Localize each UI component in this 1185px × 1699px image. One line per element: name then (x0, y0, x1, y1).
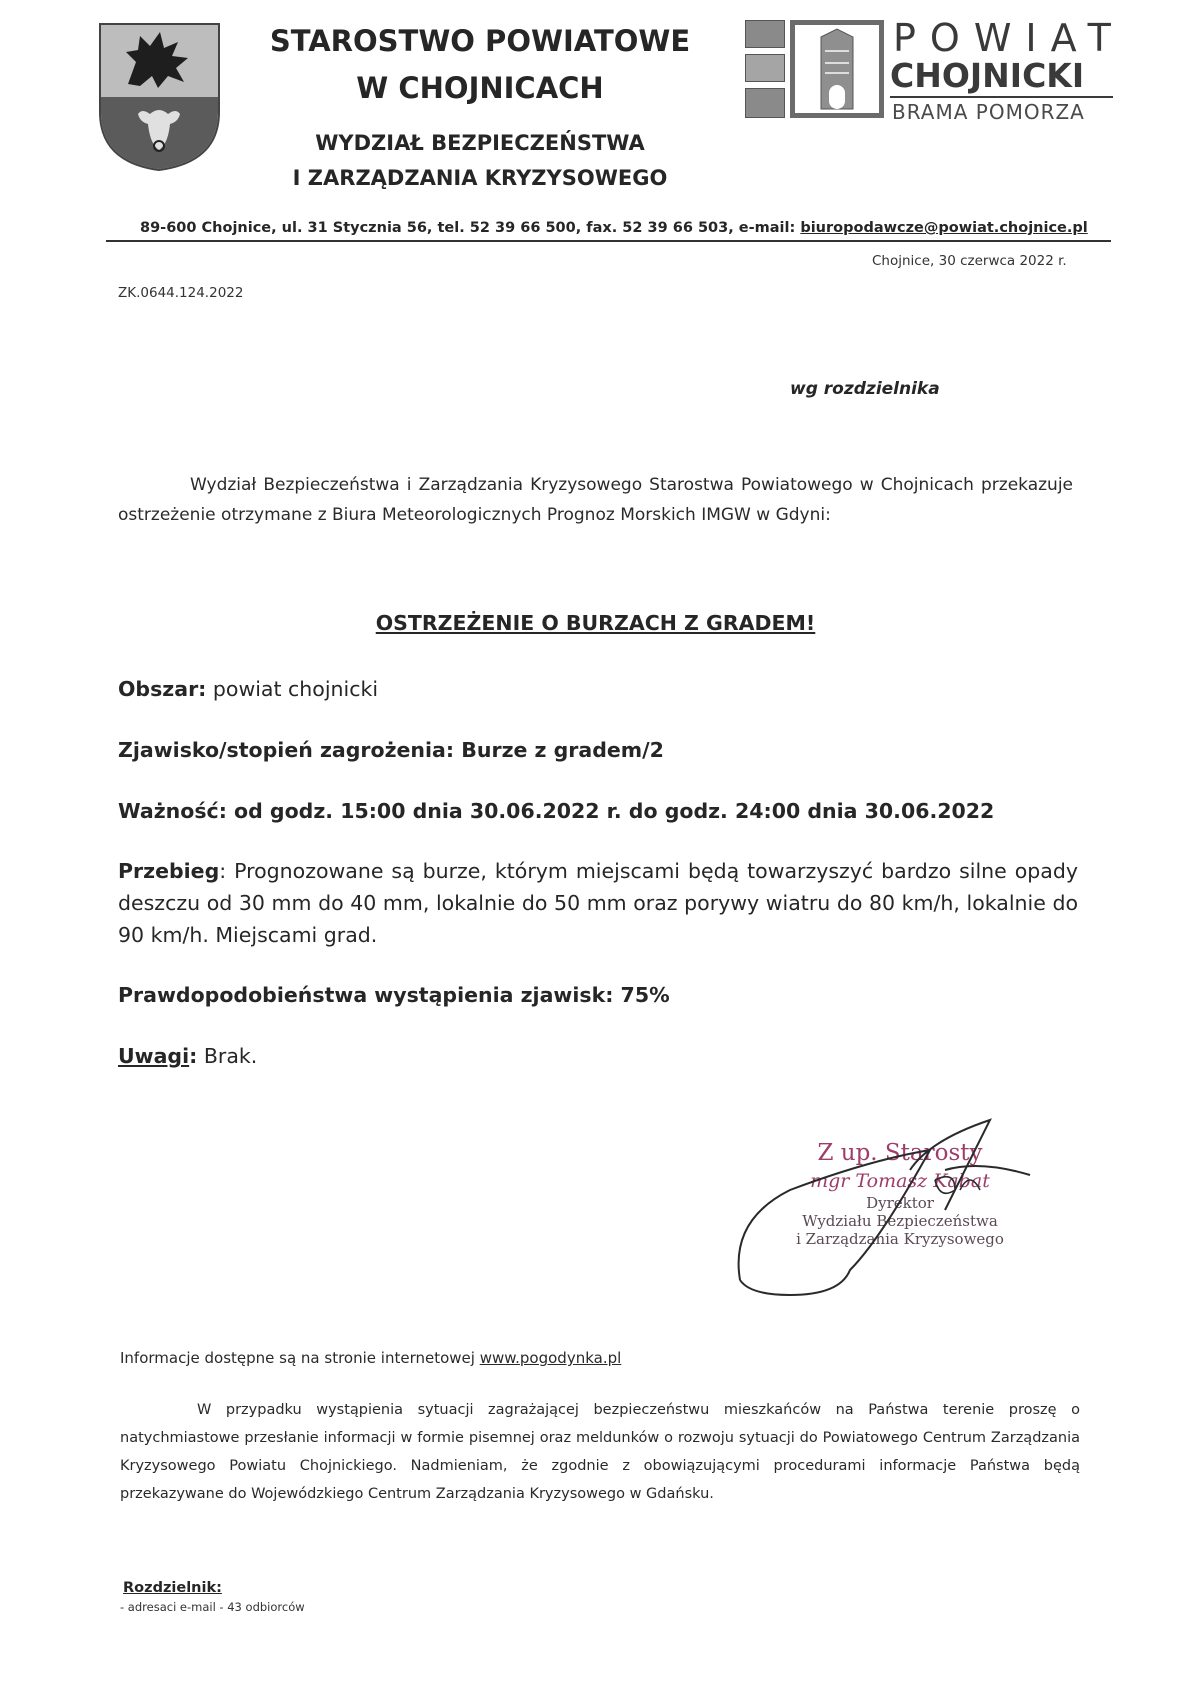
gate-tower-icon (790, 20, 884, 118)
phenomenon-value: Burze z gradem/2 (461, 738, 664, 762)
validity-field (118, 795, 1078, 827)
info-line (120, 1349, 621, 1367)
department-title-line2: I ZARZĄDZANIA KRYZYSOWEGO (292, 166, 668, 190)
office-title-line2: W CHOJNICACH (356, 71, 604, 105)
logo-tagline: BRAMA POMORZA (892, 100, 1085, 124)
letter-date: Chojnice, 30 czerwca 2022 r. (872, 253, 1067, 269)
distribution-item: - adresaci e-mail - 43 odbiorców (120, 1600, 305, 1614)
reference-number: ZK.0644.124.2022 (118, 285, 244, 301)
pogodynka-link[interactable]: www.pogodynka.pl (479, 1349, 622, 1367)
coat-of-arms-icon (98, 22, 221, 172)
stamp-dept-line2: i Zarządzania Kryzysowego (796, 1230, 1004, 1248)
logo-powiat-text: POWIAT (893, 16, 1125, 60)
remarks-value: Brak. (197, 1044, 258, 1068)
phenomenon-field (118, 734, 1078, 766)
course-value: : Prognozowane są burze, którym miejscami będą towarzyszyć bardzo silne opady deszczu od 30 mm do 40 mm, lokalnie do 50 mm oraz porywy wiatru do 80 km/h, lokalnie do 90 km/h. Miejscami grad. (118, 859, 1078, 947)
warning-title: OSTRZEŻENIE O BURZACH Z GRADEM! (375, 611, 816, 635)
remarks-label: Uwagi (118, 1044, 190, 1068)
probability-label: Prawdopodobieństwa wystąpienia zjawisk (118, 983, 606, 1007)
stamp-title: Dyrektor (866, 1194, 934, 1212)
office-title (230, 18, 730, 112)
distribution-title: Rozdzielnik: (123, 1580, 222, 1596)
remarks-field (118, 1040, 1078, 1072)
office-title-line1: STAROSTWO POWIATOWE (269, 24, 691, 58)
logo-squares-icon (745, 20, 787, 120)
area-field (118, 673, 1078, 705)
department-title (240, 126, 720, 196)
validity-value: : od godz. 15:00 dnia 30.06.2022 r. do godz. 24:00 dnia 30.06.2022 (218, 799, 995, 823)
remarks-colon: : (189, 1044, 198, 1068)
logo-divider (890, 96, 1113, 98)
logo-chojnicki-text: CHOJNICKI (890, 56, 1085, 95)
course-field (118, 855, 1078, 951)
probability-field (118, 979, 1078, 1011)
handwritten-signature-icon (730, 1100, 1060, 1300)
stamp-dept-line1: Wydziału Bezpieczeństwa (802, 1212, 998, 1230)
address-text: 89-600 Chojnice, ul. 31 Stycznia 56, tel. 52 39 66 500, fax. 52 39 66 503, e-mail: (140, 220, 801, 236)
intro-paragraph: Wydział Bezpieczeństwa i Zarządzania Kryzysowego Starostwa Powiatowego w Chojnicach przekazuje ostrzeżenie otrzymane z Biura Meteorologicznych Prognoz Morskich IMGW w Gdyni: (118, 475, 1073, 525)
stamp-name: mgr Tomasz Kabat (810, 1170, 990, 1192)
area-label: Obszar: (118, 677, 207, 701)
phenomenon-label: Zjawisko/stopień zagrożenia: (118, 738, 462, 762)
recipient: wg rozdzielnika (790, 379, 940, 399)
info-text: Informacje dostępne są na stronie internetowej (120, 1349, 480, 1367)
notice-paragraph: W przypadku wystąpienia sytuacji zagrażającej bezpieczeństwu mieszkańców na Państwa terenie proszę o natychmiastowe przesłanie informacji w formie pisemnej oraz meldunków o rozwoju sytuacji do Powiatowego Centrum Zarządzania Kryzysowego Powiatu Chojnickiego. Nadmieniam, że zgodnie z obowiązującymi procedurami informacje Państwa będą przekazywane do Wojewódzkiego Centrum Zarządzania Kryzysowego w Gdańsku. (120, 1402, 1080, 1502)
address-line (140, 220, 1088, 236)
course-label: Przebieg (118, 859, 220, 883)
probability-value: : 75% (605, 983, 670, 1007)
header-divider (106, 240, 1111, 242)
email-link[interactable]: biuropodawcze@powiat.chojnice.pl (800, 220, 1088, 236)
validity-label: Ważność (118, 799, 219, 823)
stamp-line1: Z up. Starosty (817, 1140, 983, 1166)
department-title-line1: WYDZIAŁ BEZPIECZEŃSTWA (315, 131, 645, 155)
area-value: powiat chojnicki (206, 677, 379, 701)
